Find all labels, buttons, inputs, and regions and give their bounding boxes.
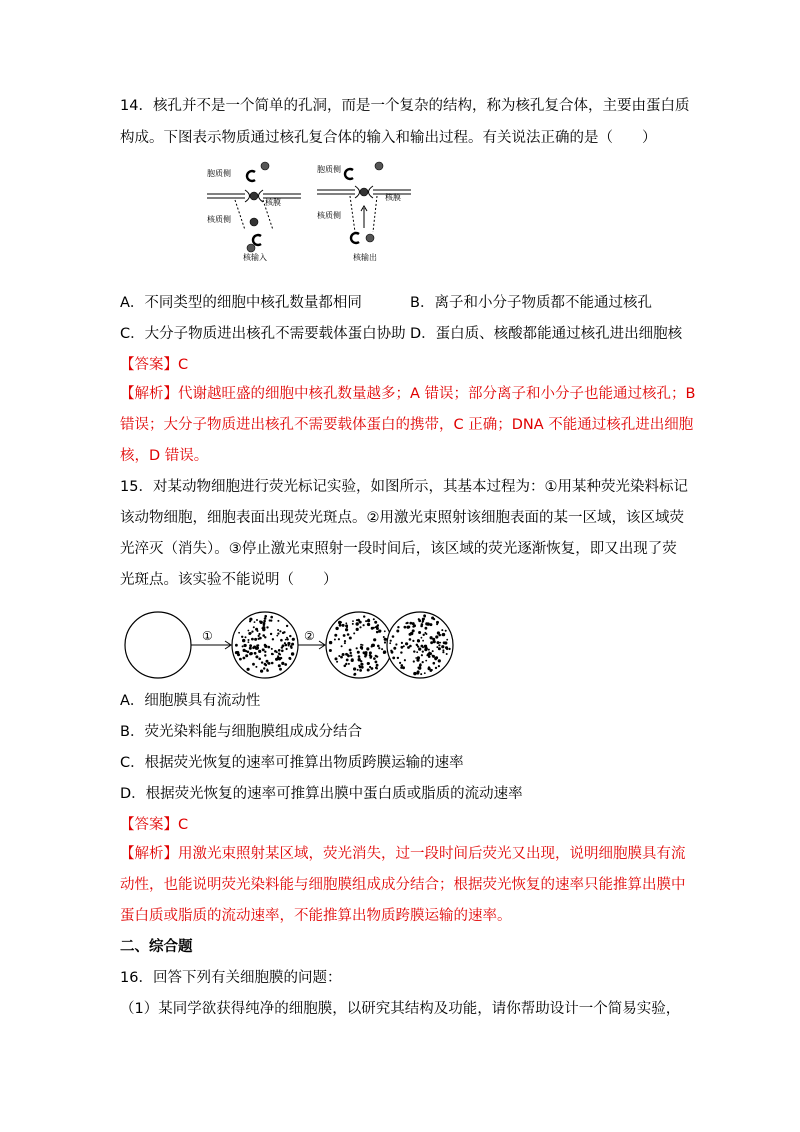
fig-caption-export: 核输出 bbox=[353, 253, 377, 262]
q15-stem-line1: 15．对某动物细胞进行荧光标记实验，如图所示，其基本过程为：①用某种荧光染料标记 bbox=[120, 479, 688, 495]
step1-label: ① bbox=[202, 629, 213, 643]
q14-option-c: C．大分子物质进出核孔不需要载体蛋白协助 bbox=[120, 326, 406, 342]
cargo-export bbox=[345, 162, 383, 243]
q14-option-b: B．离子和小分子物质都不能通过核孔 bbox=[410, 295, 652, 311]
q14-option-d: D．蛋白质、核酸都能通过核孔进出细胞核 bbox=[410, 326, 683, 342]
fig-label-membrane-right: 核膜 bbox=[385, 193, 401, 202]
q15-option-b: B．荧光染料能与细胞膜组成成分结合 bbox=[120, 724, 362, 740]
fig-label-cytoplasm-right: 胞质侧 bbox=[317, 165, 341, 174]
q15-analysis-line3: 蛋白质或脂质的流动速率，不能推算出物质跨膜运输的速率。 bbox=[120, 908, 512, 924]
fig-label-membrane-left: 核膜 bbox=[265, 198, 281, 207]
nuclear-pore-figure bbox=[205, 160, 415, 270]
q14-analysis-line1: 【解析】代谢越旺盛的细胞中核孔数量越多；A 错误；部分离子和小分子也能通过核孔；B bbox=[120, 386, 696, 402]
q14-option-a: A．不同类型的细胞中核孔数量都相同 bbox=[120, 295, 362, 311]
q15-analysis-line1: 【解析】用激光束照射某区域，荧光消失，过一段时间后荧光又出现，说明细胞膜具有流 bbox=[120, 846, 686, 862]
q16-stem-line1: 16．回答下列有关细胞膜的问题： bbox=[120, 970, 342, 986]
fig-caption-import: 核输入 bbox=[243, 253, 267, 262]
q15-option-d: D．根据荧光恢复的速率可推算出膜中蛋白质或脂质的流动速率 bbox=[120, 786, 523, 802]
q16-stem-line2: （1）某同学欲获得纯净的细胞膜，以研究其结构及功能，请你帮助设计一个简易实验， bbox=[120, 1001, 681, 1017]
step2-label: ② bbox=[304, 629, 315, 643]
unlabeled-cell bbox=[125, 612, 191, 678]
q14-analysis-line3: 核，D 错误。 bbox=[120, 448, 209, 464]
q14-answer: 【答案】C bbox=[120, 357, 189, 373]
q15-option-a: A．细胞膜具有流动性 bbox=[120, 693, 261, 709]
q14-stem-line2: 构成。下图表示物质通过核孔复合体的输入和输出过程。有关说法正确的是（ ） bbox=[120, 130, 657, 146]
q14-stem-line1: 14．核孔并不是一个简单的孔洞，而是一个复杂的结构，称为核孔复合体，主要由蛋白质 bbox=[120, 98, 690, 114]
q15-stem-line2: 该动物细胞，细胞表面出现荧光斑点。②用激光束照射该细胞表面的某一区域，该区域荧 bbox=[120, 510, 684, 526]
fig-label-cytoplasm-left: 胞质侧 bbox=[207, 169, 231, 178]
q15-answer: 【答案】C bbox=[120, 817, 189, 833]
q15-analysis-line2: 动性，也能说明荧光染料能与细胞膜组成成分结合；根据荧光恢复的速率只能推算出膜中 bbox=[120, 877, 686, 893]
q15-option-c: C．根据荧光恢复的速率可推算出物质跨膜运输的速率 bbox=[120, 755, 464, 771]
fig-label-nucleus-right: 核质侧 bbox=[317, 211, 341, 220]
q14-analysis-line2: 错误；大分子物质进出核孔不需要载体蛋白的携带，C 正确；DNA 不能通过核孔进出细胞 bbox=[120, 417, 694, 433]
section-title: 二、综合题 bbox=[120, 939, 193, 955]
q15-stem-line4: 光斑点。该实验不能说明（ ） bbox=[120, 572, 338, 588]
fig-label-nucleus-left: 核质侧 bbox=[207, 215, 231, 224]
cargo-import bbox=[247, 162, 269, 252]
recovered-cell bbox=[380, 605, 460, 685]
q15-stem-line3: 光淬灭（消失）。③停止激光束照射一段时间后，该区域的荧光逐渐恢复，即又出现了荧 bbox=[120, 541, 677, 557]
